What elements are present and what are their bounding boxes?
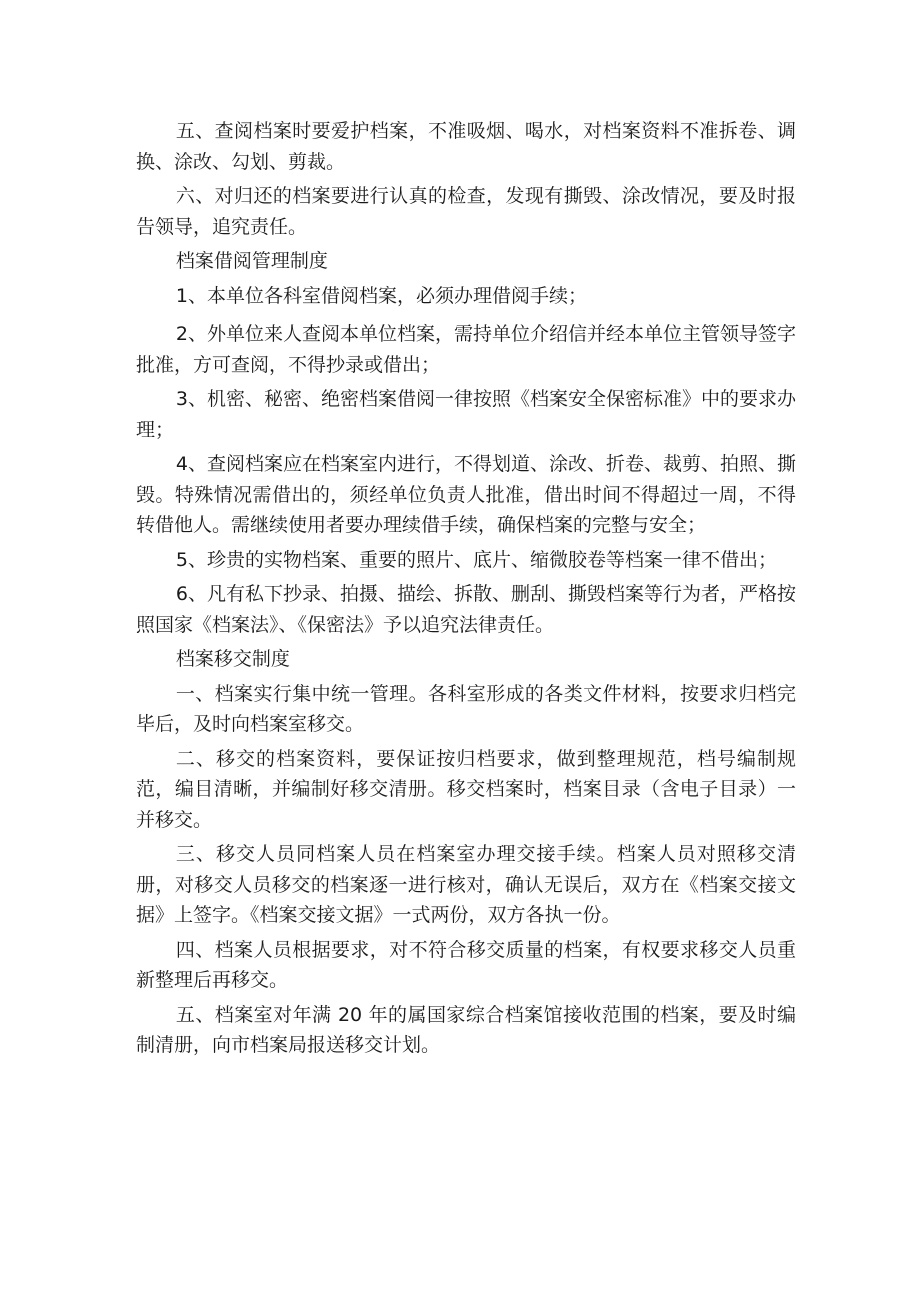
borrowing-rule-6: 6、凡有私下抄录、拍摄、描绘、拆散、删刮、撕毁档案等行为者，严格按照国家《档案法》、《保密法》予以追究法律责任。 (136, 583, 796, 636)
document-page (136, 116, 796, 1065)
borrowing-rule-2: 2、外单位来人查阅本单位档案，需持单位介绍信并经本单位主管领导签字批准，方可查阅，不得抄录或借出； (136, 323, 796, 376)
transfer-rule-5: 五、档案室对年满 20 年的属国家综合档案馆接收范围的档案，要及时编制清册，向市档案局报送移交计划。 (136, 1003, 796, 1056)
paragraph-1: 五、查阅档案时要爱护档案，不准吸烟、喝水，对档案资料不准拆卷、调换、涂改、勾划、剪裁。 (136, 120, 796, 173)
paragraph-2: 六、对归还的档案要进行认真的检查，发现有撕毁、涂改情况，要及时报告领导，追究责任。 (136, 185, 796, 238)
section-heading-borrowing: 档案借阅管理制度 (175, 250, 328, 272)
borrowing-rule-5: 5、珍贵的实物档案、重要的照片、底片、缩微胶卷等档案一律不借出； (175, 548, 777, 571)
borrowing-rule-3: 3、机密、秘密、绝密档案借阅一律按照《档案安全保密标准》中的要求办理； (136, 388, 796, 441)
transfer-rule-3: 三、移交人员同档案人员在档案室办理交接手续。档案人员对照移交清册，对移交人员移交的档案逐一进行核对，确认无误后，双方在《档案交接文据》上签字。《档案交接文据》一式两份，双方各执一份。 (136, 843, 796, 926)
transfer-rule-2: 二、移交的档案资料，要保证按归档要求，做到整理规范，档号编制规范，编目清晰，并编制好移交清册。移交档案时，档案目录（含电子目录）一并移交。 (136, 747, 796, 831)
transfer-rule-4: 四、档案人员根据要求，对不符合移交质量的档案，有权要求移交人员重新整理后再移交。 (136, 938, 796, 991)
section-heading-transfer: 档案移交制度 (175, 648, 290, 670)
borrowing-rule-4: 4、查阅档案应在档案室内进行，不得划道、涂改、折卷、裁剪、拍照、撕毁。特殊情况需借出的，须经单位负责人批准，借出时间不得超过一周，不得转借他人。需继续使用者要办理续借手续，确保档案的完整与安全； (136, 453, 796, 536)
transfer-rule-1: 一、档案实行集中统一管理。各科室形成的各类文件材料，按要求归档完毕后，及时向档案室移交。 (136, 682, 796, 735)
borrowing-rule-1: 1、本单位各科室借阅档案，必须办理借阅手续； (175, 284, 587, 307)
